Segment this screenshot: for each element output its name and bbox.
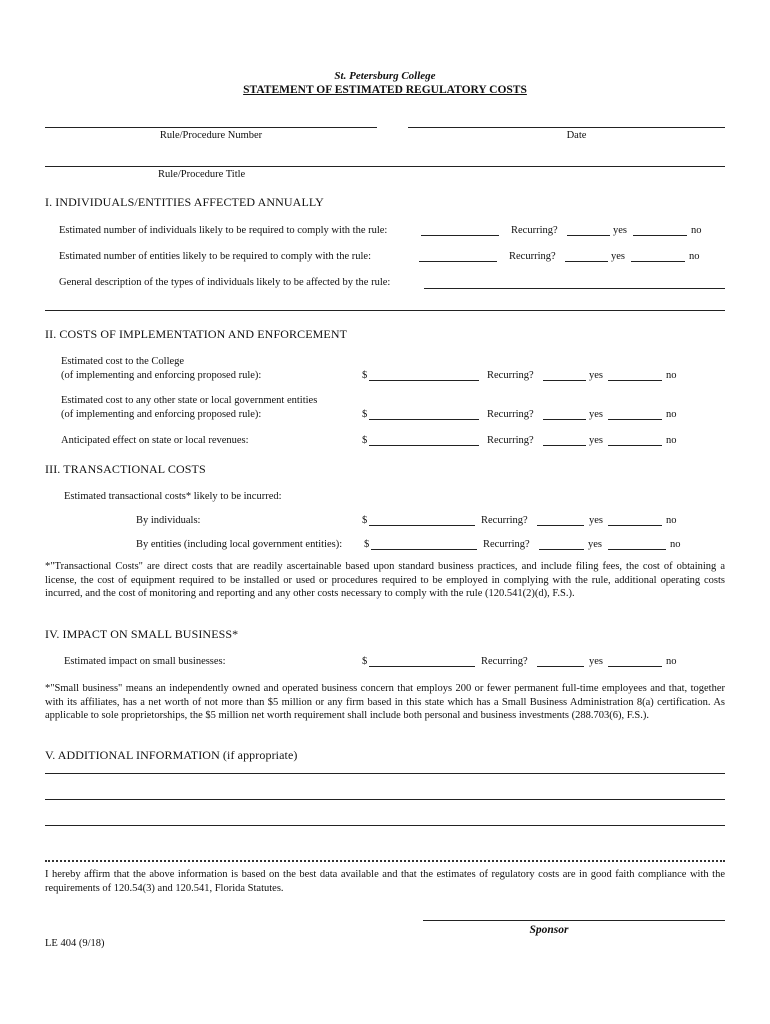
no-label: no <box>666 656 677 667</box>
recurring-label: Recurring? <box>481 656 528 667</box>
yes-label: yes <box>611 251 625 262</box>
revenues-field[interactable] <box>369 435 479 446</box>
small-business-field[interactable] <box>369 656 475 667</box>
cost-college-field[interactable] <box>369 370 479 381</box>
recurring-label: Recurring? <box>487 435 534 446</box>
no-label: no <box>691 225 702 236</box>
transactional-intro: Estimated transactional costs* likely to be incurred: <box>64 491 282 502</box>
no-label: no <box>670 539 681 550</box>
dollar-sign: $ <box>362 370 368 381</box>
no-label: no <box>666 435 677 446</box>
rule-title-label: Rule/Procedure Title <box>158 169 246 180</box>
individuals-yes-field[interactable] <box>567 225 610 236</box>
date-label: Date <box>566 130 587 141</box>
cost-gov-no-field[interactable] <box>608 409 662 420</box>
form-id: LE 404 (9/18) <box>45 938 105 949</box>
entities-no-field[interactable] <box>631 251 685 262</box>
additional-info-line-1[interactable] <box>45 773 725 774</box>
recurring-label: Recurring? <box>509 251 556 262</box>
yes-label: yes <box>589 435 603 446</box>
entities-count-field[interactable] <box>419 251 497 262</box>
recurring-label: Recurring? <box>481 515 528 526</box>
no-label: no <box>666 409 677 420</box>
additional-info-line-2[interactable] <box>45 799 725 800</box>
by-individuals-no-field[interactable] <box>608 515 662 526</box>
by-entities-yes-field[interactable] <box>539 539 584 550</box>
recurring-label: Recurring? <box>487 370 534 381</box>
rule-title-field[interactable] <box>45 166 725 167</box>
by-entities-no-field[interactable] <box>608 539 666 550</box>
no-label: no <box>689 251 700 262</box>
dollar-sign: $ <box>362 656 368 667</box>
yes-label: yes <box>589 515 603 526</box>
dollar-sign: $ <box>362 409 368 420</box>
description-field[interactable] <box>424 288 725 289</box>
dollar-sign: $ <box>362 515 368 526</box>
cost-college-yes-field[interactable] <box>543 370 586 381</box>
revenues-yes-field[interactable] <box>543 435 586 446</box>
no-label: no <box>666 515 677 526</box>
yes-label: yes <box>589 370 603 381</box>
cost-college-label-1: Estimated cost to the College <box>61 356 185 367</box>
transactional-footnote: *"Transactional Costs" are direct costs that are readily ascertainable based upon standard business practices, and include filing fees, the cost of obtaining a license, the cost of equipment required to be installed or used or procedures required to be employed in complying with the rule, additional operating costs incurred, and the cost of monitoring and reporting and any other costs necessary to comply with the rule (120.541(2)(d), F.S.). <box>45 561 725 599</box>
entities-yes-field[interactable] <box>565 251 608 262</box>
description-field-2[interactable] <box>45 310 725 311</box>
description-label: General description of the types of individuals likely to be affected by the rule: <box>59 277 391 288</box>
date-field[interactable] <box>408 127 725 128</box>
yes-label: yes <box>589 409 603 420</box>
recurring-label: Recurring? <box>511 225 558 236</box>
by-entities-label: By entities (including local government entities): <box>136 539 343 550</box>
individuals-label: Estimated number of individuals likely to be required to comply with the rule: <box>59 225 388 236</box>
no-label: no <box>666 370 677 381</box>
college-name: St. Petersburg College <box>334 70 436 82</box>
dollar-sign: $ <box>362 435 368 446</box>
by-individuals-label: By individuals: <box>136 515 201 526</box>
cost-college-no-field[interactable] <box>608 370 662 381</box>
individuals-count-field[interactable] <box>421 225 499 236</box>
individuals-no-field[interactable] <box>633 225 687 236</box>
recurring-label: Recurring? <box>487 409 534 420</box>
entities-label: Estimated number of entities likely to be required to comply with the rule: <box>59 251 372 262</box>
section-4-heading: IV. IMPACT ON SMALL BUSINESS* <box>45 627 239 641</box>
cost-gov-yes-field[interactable] <box>543 409 586 420</box>
recurring-label: Recurring? <box>483 539 530 550</box>
cost-gov-label-2: (of implementing and enforcing proposed rule): <box>61 409 262 420</box>
small-business-impact-label: Estimated impact on small businesses: <box>64 656 226 667</box>
form-title: STATEMENT OF ESTIMATED REGULATORY COSTS <box>243 84 527 96</box>
section-3-heading: III. TRANSACTIONAL COSTS <box>45 462 206 476</box>
yes-label: yes <box>613 225 627 236</box>
by-individuals-yes-field[interactable] <box>537 515 584 526</box>
additional-info-line-3[interactable] <box>45 825 725 826</box>
dotted-separator <box>45 860 725 864</box>
yes-label: yes <box>588 539 602 550</box>
small-business-no-field[interactable] <box>608 656 662 667</box>
affirmation-text: I hereby affirm that the above information is based on the best data available and that the estimates of regulatory costs are in good faith compliance with the requirements of 120.54(3) and 120.541, Florida Statutes. <box>45 869 725 894</box>
dollar-sign: $ <box>364 539 370 550</box>
section-1-heading: I. INDIVIDUALS/ENTITIES AFFECTED ANNUALLY <box>45 195 324 209</box>
by-entities-field[interactable] <box>371 539 477 550</box>
small-business-yes-field[interactable] <box>537 656 584 667</box>
small-business-footnote: *"Small business" means an independently owned and operated business concern that employs 200 or fewer permanent full-time employees and that, together with its affiliates, has a net worth of not more than $5 million or any firm based in this state which has a Small Business Administration 8(a) certification. As applicable to sole proprietorships, the $5 million net worth requirement shall include both personal and business investments (288.703(6), F.S.). <box>45 683 725 721</box>
cost-gov-field[interactable] <box>369 409 479 420</box>
yes-label: yes <box>589 656 603 667</box>
sponsor-signature-field[interactable] <box>423 920 725 921</box>
cost-college-label-2: (of implementing and enforcing proposed rule): <box>61 370 262 381</box>
rule-number-field[interactable] <box>45 127 377 128</box>
section-5-heading: V. ADDITIONAL INFORMATION (if appropriate) <box>45 748 298 762</box>
revenues-label: Anticipated effect on state or local revenues: <box>61 435 249 446</box>
section-2-heading: II. COSTS OF IMPLEMENTATION AND ENFORCEMENT <box>45 327 348 341</box>
sponsor-label: Sponsor <box>529 924 569 936</box>
cost-gov-label-1: Estimated cost to any other state or local government entities <box>61 395 318 406</box>
revenues-no-field[interactable] <box>608 435 662 446</box>
by-individuals-field[interactable] <box>369 515 475 526</box>
rule-number-label: Rule/Procedure Number <box>159 130 263 141</box>
